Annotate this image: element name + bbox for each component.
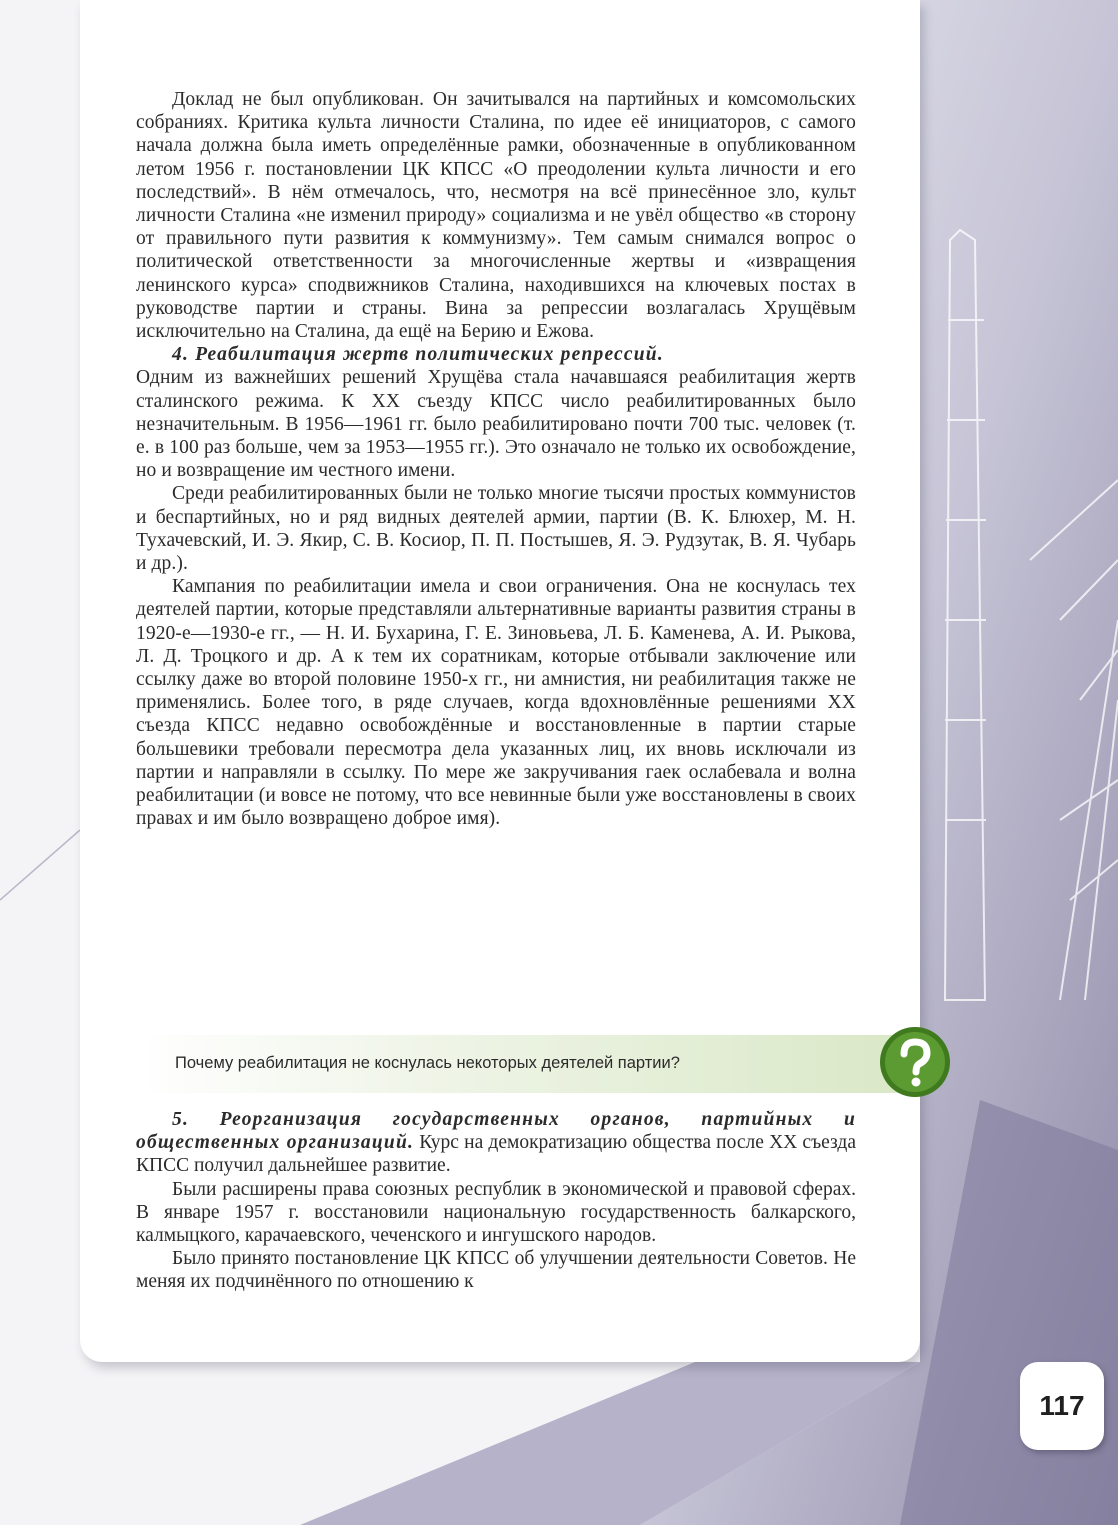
paragraph-1: Доклад не был опубликован. Он зачитывался на партийных и комсомольских собраниях. Критика культа личности Сталина, по идее её инициаторов, с самого начала должна была иметь определённые рамки, обозначенные в опубликованном летом 1956 г. постановлении ЦК КПСС «О преодолении культа личности и его последствий». В нём отмечалось, что, несмотря на всё принесённое зло, культ личности Сталина «не изменил природу» социализма и не увёл общество «в сторону от правильного пути развития к коммунизму». Тем самым снимался вопрос о политической ответственности за многочисленные жертвы и «извращения ленинского курса» сподвижников Сталина, находившихся на ключевых постах в руководстве партии и страны. Вина за репрессии возлагалась Хрущёвым исключительно на Сталина, да ещё на Берию и Ежова.: [136, 89, 856, 343]
section-5-lead: Курс на демократизацию общества после XX съезда КПСС получил дальнейшее развитие.: [136, 1132, 856, 1177]
section-5-paragraph-1: Были расширены права союзных республик в экономической и правовой сферах. В январе 1957 г. восстановили национальную государственность балкарского, калмыцкого, карачаевского, чеченского и ингушского народов.: [136, 1178, 856, 1247]
section-4-heading: 4. Реабилитация жертв политических репрессий.: [172, 344, 664, 366]
paragraph-3: Среди реабилитированных были не только многие тысячи простых коммунистов и беспартийных, но и ряд видных деятелей армии, партии (В. К. Блюхер, М. Н. Тухачевский, И. Э. Якир, С. В. Косиор, П. П. Постышев, Я. Э. Рудзутак, В. Я. Чубарь и др.).: [136, 483, 856, 575]
section-5-intro: [136, 1108, 856, 1178]
main-text: [136, 88, 856, 831]
question-text: Почему реабилитация не коснулась некоторых деятелей партии?: [175, 1054, 680, 1072]
section-5: [136, 1108, 856, 1294]
question-mark-icon: [877, 1024, 953, 1100]
section-5-paragraph-2: Было принято постановление ЦК КПСС об улучшении деятельности Советов. Не меняя их подчинённого по отношению к: [136, 1248, 856, 1293]
paragraph-2: Одним из важнейших решений Хрущёва стала начавшаяся реабилитация жертв сталинского режима. К XX съезду КПСС число реабилитированных было незначительным. В 1956—1961 гг. было реабилитировано почти 700 тыс. человек (т. е. в 100 раз больше, чем за 1953—1955 гг.). Это означало не только их освобождение, но и возвращение им честного имени.: [136, 367, 856, 482]
page-number: 117: [1039, 1390, 1085, 1421]
section-5-heading: 5. Реорганизация государственных органов, партийных и общественных организаций.: [136, 1109, 856, 1154]
section-4: [136, 343, 856, 366]
paragraph-4: Кампания по реабилитации имела и свои ограничения. Она не коснулась тех деятелей партии, которые представляли альтернативные варианты развития страны в 1920-е—1930-е гг., — Н. И. Бухарина, Г. Е. Зиновьева, Л. Б. Каменева, А. И. Рыкова, Л. Д. Троцкого и др. А к тем их соратникам, которые отбывали заключение или ссылку даже во второй половине 1950-х гг., ни амнистия, ни реабилитация также не применялись. Более того, в ряде случаев, когда вдохновлённые решениями XX съезда КПСС недавно освобождённые и восстановленные в партии старые большевики требовали пересмотра дела указанных лиц, их вновь исключали из партии и направляли в ссылку. По мере же закручивания гаек ослабевала и волна реабилитации (и вовсе не потому, что все невинные были уже восстановлены в своих правах и им было возвращено доброе имя).: [136, 576, 856, 830]
